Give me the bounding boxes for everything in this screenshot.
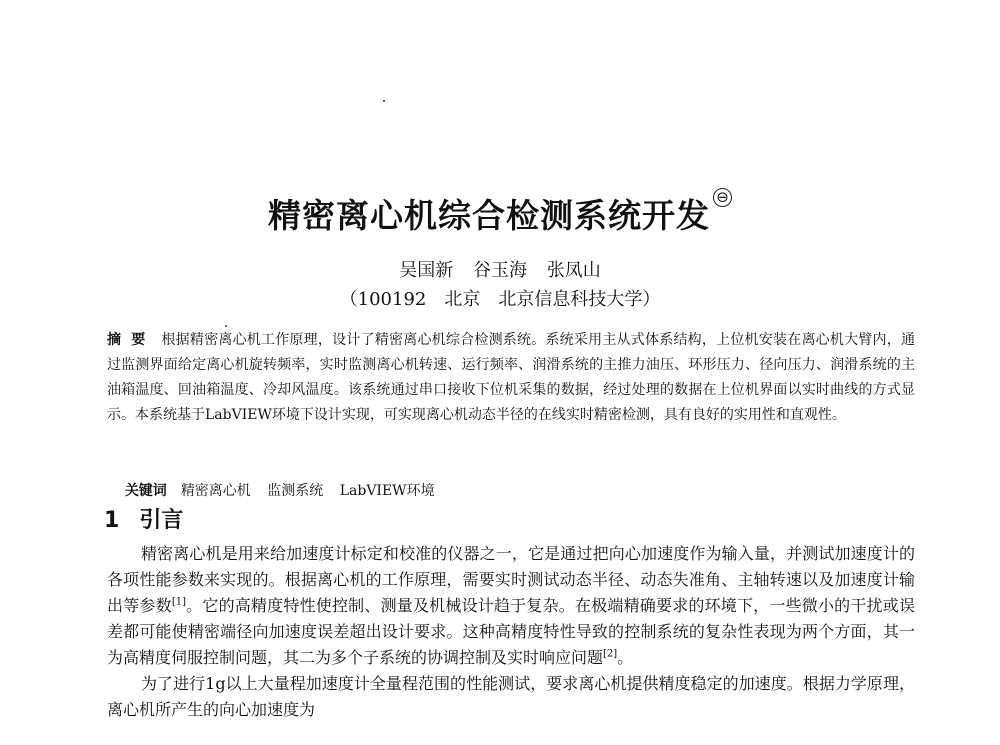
affiliation: （100192 北京 北京信息科技大学）	[339, 289, 661, 310]
abstract-label: 摘要	[107, 332, 156, 348]
paragraph-text: 为了进行1g以上大量程加速度计全量程范围的性能测试，要求离心机提供精度稳定的加速度。根据力学原理，离心机所产生的向心加速度为	[107, 674, 915, 719]
paragraph-text: 精密离心机是用来给加速度计标定和校准的仪器之一，它是通过把向心加速度作为输入量，并测试加速度计的各项性能参数来实现的。根据离心机的工作原理，需要实时测试动态半径、动态失准角、主轴转速以及加速度计输出等参数	[107, 544, 915, 615]
keywords-label: 关键词	[124, 483, 167, 499]
title-text: 精密离心机综合检测系统开发	[268, 196, 710, 235]
authors: 吴国新 谷玉海 张凤山	[399, 260, 601, 281]
section-number: 1	[104, 508, 120, 533]
section-heading	[104, 503, 183, 534]
title-footnote-icon: ⊖	[713, 188, 732, 207]
paragraph	[107, 671, 915, 723]
paragraph	[107, 541, 915, 671]
keywords-text: 精密离心机 监测系统 LabVIEW环境	[180, 483, 435, 499]
section-title: 引言	[139, 508, 184, 533]
citation: [2]	[603, 648, 618, 660]
paragraph-text: 。它的高精度特性使控制、测量及机械设计趋于复杂。在极端精确要求的环境下，一些微小的干扰或误差都可能使精密端径向加速度误差超出设计要求。这种高精度特性导致的控制系统的复杂性表现为两个方面，其一为高精度伺服控制问题，其二为多个子系统的协调控制及实时响应问题	[107, 596, 915, 667]
paper-title	[0, 190, 1000, 237]
abstract-text: 根据精密离心机工作原理，设计了精密离心机综合检测系统。系统采用主从式体系结构，上位机安装在离心机大臂内，通过监测界面给定离心机旋转频率，实时监测离心机转速、运行频率、润滑系统的主推力油压、环形压力、径向压力、润滑系统的主油箱温度、回油箱温度、冷却风温度。该系统通过串口接收下位机采集的数据，经过处理的数据在上位机界面以实时曲线的方式显示。本系统基于LabVIEW环境下设计实现，可实现离心机动态半径的在线实时精密检测，具有良好的实用性和直观性。	[107, 332, 916, 423]
citation: [1]	[171, 596, 186, 608]
paragraph-text: 。	[617, 648, 634, 667]
scan-speck	[225, 325, 227, 327]
abstract	[107, 328, 915, 428]
body-text	[107, 541, 915, 723]
scan-speck	[383, 100, 385, 102]
